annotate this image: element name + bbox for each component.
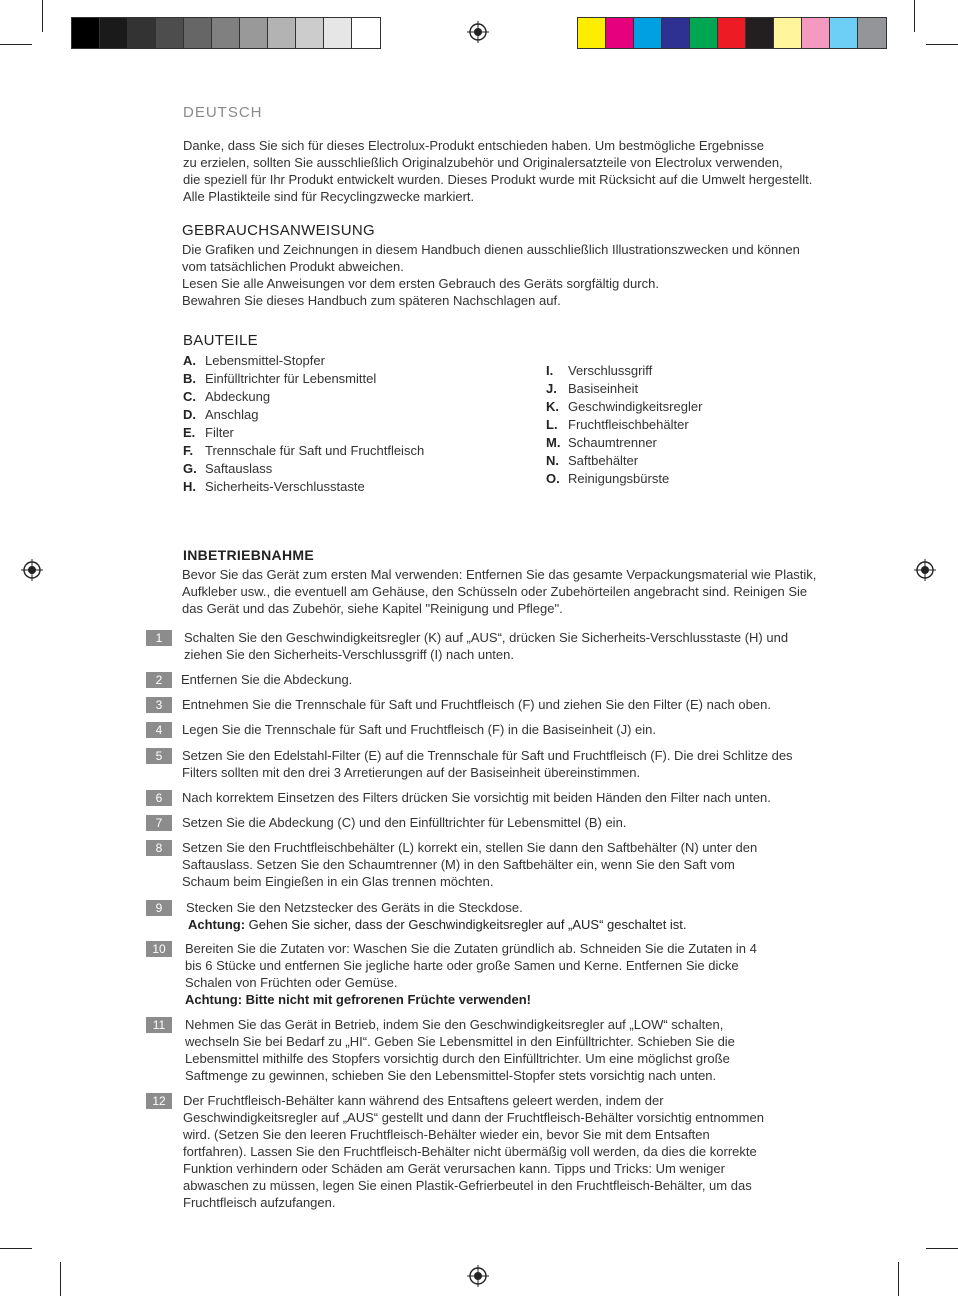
step-line: Fruchtfleisch aufzufangen. [183, 1195, 336, 1210]
step-line: Legen Sie die Trennschale für Saft und Fruchtfleisch (F) in die Basiseinheit (J) ein. [182, 722, 657, 737]
parts-list-item [183, 388, 270, 406]
step-line: Entfernen Sie die Abdeckung. [181, 672, 353, 687]
step-number-badge: 8 [146, 840, 172, 856]
step-number-badge: 9 [146, 900, 172, 916]
color-swatch [858, 18, 886, 48]
parts-item-key: E. [183, 425, 196, 440]
step-line: abwaschen zu müssen, legen Sie einen Plastik-Gefrierbeutel in den Fruchtfleisch-Behälter, um das [183, 1178, 752, 1193]
color-swatch [718, 18, 746, 48]
color-swatch [324, 18, 352, 48]
step-text [182, 789, 771, 806]
parts-item-label: Reinigungsbürste [568, 471, 670, 486]
parts-list-item [183, 352, 325, 370]
step-number-badge: 1 [146, 630, 172, 646]
color-swatch [240, 18, 268, 48]
parts-item-key: O. [546, 471, 560, 486]
parts-item-key: G. [183, 461, 197, 476]
crop-mark-bl-h [0, 1248, 32, 1249]
step-line: wird. (Setzen Sie den leeren Fruchtfleisch-Behälter wieder ein, bevor Sie mit dem Entsaften [183, 1127, 710, 1142]
step-line: Setzen Sie den Fruchtfleischbehälter (L) korrekt ein, stellen Sie dann den Saftbehälter (N) unter den [182, 840, 758, 855]
color-swatch [184, 18, 212, 48]
parts-list-item [546, 470, 669, 488]
color-swatch [100, 18, 128, 48]
setup-line: Bevor Sie das Gerät zum ersten Mal verwenden: Entfernen Sie das gesamte Verpackungsmaterial wie Plastik, [182, 567, 817, 582]
parts-item-label: Geschwindigkeitsregler [568, 399, 703, 414]
step-text [185, 940, 757, 1008]
usage-title: GEBRAUCHSANWEISUNG [182, 222, 375, 239]
process-color-bar [577, 17, 887, 49]
step-text [182, 839, 757, 890]
usage-paragraph [182, 241, 800, 309]
color-swatch [802, 18, 830, 48]
step-number-badge: 3 [146, 697, 172, 713]
step-note-text: Gehen Sie sicher, dass der Geschwindigkeitsregler auf „AUS“ geschaltet ist. [245, 917, 687, 932]
setup-line: das Gerät und das Zubehör, siehe Kapitel "Reinigung und Pflege". [182, 601, 563, 616]
step-text [181, 671, 352, 688]
color-swatch [774, 18, 802, 48]
step-line: Schalen von Früchten oder Gemüse. [185, 975, 398, 990]
parts-item-label: Abdeckung [205, 389, 271, 404]
color-swatch [606, 18, 634, 48]
step-line: Nehmen Sie das Gerät in Betrieb, indem Sie den Geschwindigkeitsregler auf „LOW“ schalten, [185, 1017, 724, 1032]
grayscale-color-bar [71, 17, 381, 49]
parts-item-key: L. [546, 417, 558, 432]
usage-line: Lesen Sie alle Anweisungen vor dem ersten Gebrauch des Geräts sorgfältig durch. [182, 276, 659, 291]
step-text [182, 696, 771, 713]
intro-line: Danke, dass Sie sich für dieses Electrolux-Produkt entschieden haben. Um bestmögliche Ergebnisse [183, 138, 764, 153]
parts-item-key: M. [546, 435, 561, 450]
parts-list-item [183, 370, 376, 388]
step-line: wechseln Sie bei Bedarf zu „HI“. Geben Sie Lebensmittel in den Einfülltrichter. Schieben Sie die [185, 1034, 735, 1049]
parts-item-label: Saftauslass [205, 461, 273, 476]
step-text [185, 1016, 735, 1084]
parts-item-label: Fruchtfleischbehälter [568, 417, 689, 432]
parts-item-key: B. [183, 371, 196, 386]
registration-mark-icon [914, 559, 936, 581]
setup-paragraph [182, 566, 816, 617]
parts-list-item [183, 442, 424, 460]
step-line: Bereiten Sie die Zutaten vor: Waschen Sie die Zutaten gründlich ab. Schneiden Sie die Zutaten in 4 [185, 941, 757, 956]
color-swatch [212, 18, 240, 48]
parts-item-key: H. [183, 479, 196, 494]
parts-title: BAUTEILE [183, 332, 258, 349]
step-number-badge: 10 [146, 941, 172, 957]
step-line: bis 6 Stücke und entfernen Sie jegliche harte oder große Samen und Kerne. Entfernen Sie dicke [185, 958, 739, 973]
parts-item-label: Basiseinheit [568, 381, 639, 396]
crop-mark-tl-h [0, 44, 32, 45]
step-line: Entnehmen Sie die Trennschale für Saft und Fruchtfleisch (F) und ziehen Sie den Filter (E) nach oben. [182, 697, 771, 712]
parts-list-item [546, 452, 638, 470]
usage-line: vom tatsächlichen Produkt abweichen. [182, 259, 404, 274]
crop-mark-bl-v [60, 1262, 61, 1296]
registration-mark-icon [467, 1265, 489, 1287]
crop-mark-tr-v [914, 0, 915, 32]
parts-item-label: Saftbehälter [568, 453, 639, 468]
intro-line: zu erzielen, sollten Sie ausschließlich Originalzubehör und Originalersatzteile von Electrolux verwenden, [183, 155, 783, 170]
color-swatch [746, 18, 774, 48]
parts-list-item [183, 478, 365, 496]
step-line: Geschwindigkeitsregler auf „AUS“ gestellt und dann der Fruchtfleisch-Behälter vorsichtig entnommen [183, 1110, 764, 1125]
parts-item-label: Filter [205, 425, 234, 440]
color-swatch [296, 18, 324, 48]
intro-paragraph [183, 137, 812, 205]
parts-item-key: N. [546, 453, 559, 468]
step-warning: Achtung: Bitte nicht mit gefrorenen Früchte verwenden! [185, 992, 531, 1007]
parts-item-key: F. [183, 443, 194, 458]
color-swatch [830, 18, 858, 48]
parts-item-label: Sicherheits-Verschlusstaste [205, 479, 365, 494]
step-line: Saftmenge zu gewinnen, schieben Sie den Lebensmittel-Stopfer stets vorsichtig nach unten. [185, 1068, 717, 1083]
parts-list-item [546, 416, 689, 434]
step-line: Setzen Sie den Edelstahl-Filter (E) auf die Trennschale für Saft und Fruchtfleisch (F). Die drei Schlitze des [182, 748, 793, 763]
step-line: Der Fruchtfleisch-Behälter kann während des Entsaftens geleert werden, indem der [183, 1093, 664, 1108]
color-swatch [128, 18, 156, 48]
registration-mark-icon [467, 21, 489, 43]
step-number-badge: 6 [146, 790, 172, 806]
step-line: ziehen Sie den Sicherheits-Verschlussgriff (I) nach unten. [184, 647, 514, 662]
crop-mark-tr-h [926, 44, 958, 45]
parts-item-label: Einfülltrichter für Lebensmittel [205, 371, 377, 386]
color-swatch [662, 18, 690, 48]
crop-mark-br-h [926, 1248, 958, 1249]
parts-list-item [183, 460, 272, 478]
usage-line: Die Grafiken und Zeichnungen in diesem Handbuch dienen ausschließlich Illustrationszwecken und können [182, 242, 800, 257]
step-note [188, 916, 687, 933]
step-line: Schalten Sie den Geschwindigkeitsregler (K) auf „AUS“, drücken Sie Sicherheits-Verschlusstaste (H) und [184, 630, 789, 645]
step-text [182, 814, 626, 831]
registration-mark-icon [21, 559, 43, 581]
step-line: fortfahren). Lassen Sie den Fruchtfleisch-Behälter nicht übermäßig voll werden, da dies die korrekte [183, 1144, 757, 1159]
step-line: Stecken Sie den Netzstecker des Geräts in die Steckdose. [186, 900, 523, 915]
crop-mark-br-v [898, 1262, 899, 1296]
step-text [182, 721, 656, 738]
step-number-badge: 2 [146, 672, 172, 688]
step-text [183, 1092, 764, 1211]
step-number-badge: 7 [146, 815, 172, 831]
parts-list-item [546, 380, 638, 398]
color-swatch [268, 18, 296, 48]
step-line: Nach korrektem Einsetzen des Filters drücken Sie vorsichtig mit beiden Händen den Filter nach unten. [182, 790, 771, 805]
language-heading: DEUTSCH [183, 104, 263, 121]
parts-item-key: D. [183, 407, 196, 422]
parts-item-label: Anschlag [205, 407, 259, 422]
color-swatch [634, 18, 662, 48]
usage-line: Bewahren Sie dieses Handbuch zum späteren Nachschlagen auf. [182, 293, 561, 308]
intro-line: Alle Plastikteile sind für Recyclingzwecke markiert. [183, 189, 475, 204]
color-swatch [352, 18, 380, 48]
step-number-badge: 5 [146, 748, 172, 764]
parts-list-item [546, 434, 657, 452]
color-swatch [156, 18, 184, 48]
step-line: Filters sollten mit den drei 3 Arretierungen auf der Basiseinheit übereinstimmen. [182, 765, 641, 780]
step-text [186, 899, 687, 933]
parts-item-label: Schaumtrenner [568, 435, 657, 450]
step-line: Setzen Sie die Abdeckung (C) und den Einfülltrichter für Lebensmittel (B) ein. [182, 815, 627, 830]
setup-title: INBETRIEBNAHME [183, 547, 314, 563]
parts-item-label: Verschlussgriff [568, 363, 653, 378]
color-swatch [72, 18, 100, 48]
color-swatch [578, 18, 606, 48]
parts-list-item [183, 406, 258, 424]
step-line: Funktion verhindern oder Schäden am Gerät verursachen kann. Tipps und Tricks: Um weniger [183, 1161, 725, 1176]
parts-item-key: I. [546, 363, 554, 378]
step-number-badge: 11 [146, 1017, 172, 1033]
step-line: Lebensmittel mithilfe des Stopfers vorsichtig durch den Einfülltrichter. Um eine möglichst große [185, 1051, 730, 1066]
parts-item-key: J. [546, 381, 557, 396]
parts-item-key: C. [183, 389, 196, 404]
step-line: Saftauslass. Setzen Sie den Schaumtrenner (M) in den Saftbehälter ein, wenn Sie den Saft vom [182, 857, 735, 872]
setup-line: Aufkleber usw., die eventuell am Gehäuse, den Schüsseln oder Zubehörteilen angebracht sind. Reinigen Sie [182, 584, 808, 599]
color-swatch [690, 18, 718, 48]
step-text [182, 747, 793, 781]
parts-item-key: A. [183, 353, 196, 368]
parts-item-label: Trennschale für Saft und Fruchtfleisch [205, 443, 425, 458]
parts-item-key: K. [546, 399, 559, 414]
step-note-label: Achtung: [188, 917, 246, 932]
step-text [184, 629, 788, 663]
step-number-badge: 12 [146, 1093, 172, 1109]
step-line: Schaum beim Eingießen in ein Glas trennen möchten. [182, 874, 494, 889]
step-number-badge: 4 [146, 722, 172, 738]
crop-mark-tl-v [42, 0, 43, 32]
parts-list-item [546, 362, 652, 380]
parts-item-label: Lebensmittel-Stopfer [205, 353, 325, 368]
parts-list-item [546, 398, 702, 416]
intro-line: die speziell für Ihr Produkt entwickelt wurden. Dieses Produkt wurde mit Rücksicht auf die Umwelt hergestellt. [183, 172, 813, 187]
parts-list-item [183, 424, 234, 442]
